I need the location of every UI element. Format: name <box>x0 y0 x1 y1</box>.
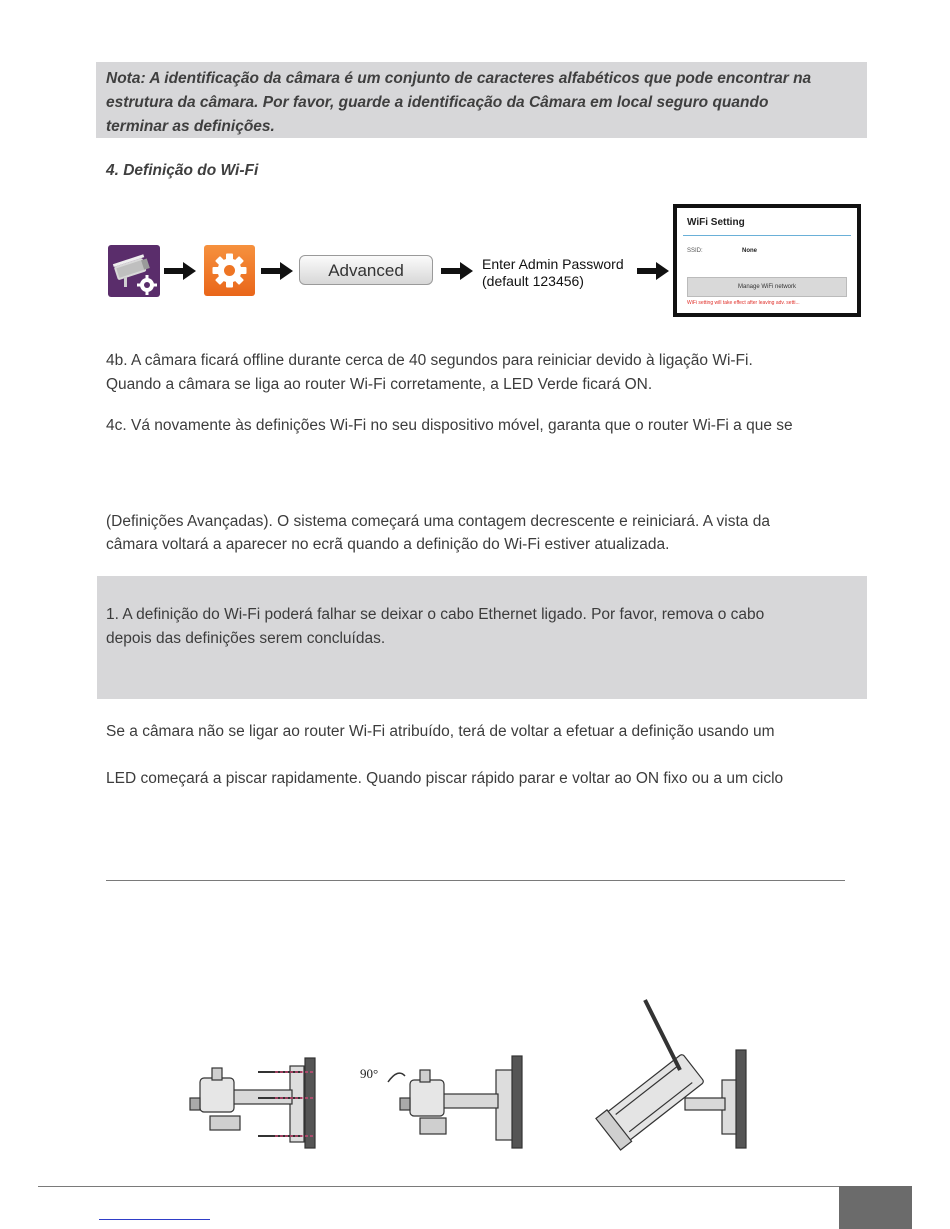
para-4b-line-2: Quando a câmara se liga ao router Wi-Fi corretamente, a LED Verde ficará ON. <box>106 376 653 393</box>
para-4c-line-1: 4c. Vá novamente às definições Wi-Fi no seu dispositivo móvel, garanta que o router Wi-Fi a que se <box>106 417 793 434</box>
warning-line-2: depois das definições serem concluídas. <box>106 630 386 647</box>
reset-line-2: LED começará a piscar rapidamente. Quando piscar rápido parar e voltar ao ON fixo ou a um ciclo <box>106 770 784 787</box>
ssid-value: None <box>742 248 757 254</box>
camera-settings-icon <box>108 245 160 297</box>
mounted-camera-figure <box>596 1000 746 1150</box>
wifi-warning-text: WiFi setting will take effect after leaving adv. setti... <box>687 300 800 306</box>
warning-line-1: 1. A definição do Wi-Fi poderá falhar se deixar o cabo Ethernet ligado. Por favor, remova o cabo <box>106 606 765 623</box>
note-line-2: estrutura da câmara. Por favor, guarde a identificação da Câmara em local seguro quando <box>106 94 769 111</box>
enter-password-text <box>482 256 624 290</box>
note-line-3: terminar as definições. <box>106 118 275 135</box>
bracket-rotate-figure <box>388 1056 522 1148</box>
arrow-icon <box>440 261 474 281</box>
para-4c-line-2: (Definições Avançadas). O sistema começará uma contagem decrescente e reiniciará. A vista da <box>106 513 770 530</box>
advanced-button[interactable]: Advanced <box>299 255 433 285</box>
note-line-1: Nota: A identificação da câmara é um conjunto de caracteres alfabéticos que pode encontrar na <box>106 70 812 87</box>
reset-line-1: Se a câmara não se ligar ao router Wi-Fi atribuído, terá de voltar a efetuar a definição usando um <box>106 723 775 740</box>
bracket-screw-figure <box>190 1058 315 1148</box>
settings-gear-icon <box>204 245 255 296</box>
manage-wifi-button[interactable]: Manage WiFi network <box>687 277 847 297</box>
enter-password-line: Enter Admin Password <box>482 256 624 272</box>
footer-link-underline[interactable] <box>99 1219 210 1220</box>
ssid-label: SSID: <box>687 248 703 254</box>
page-number-tab <box>839 1186 912 1229</box>
arrow-icon <box>260 261 294 281</box>
para-4b-line-1: 4b. A câmara ficará offline durante cerca de 40 segundos para reiniciar devido à ligação Wi-Fi. <box>106 352 753 369</box>
wifi-setting-panel <box>673 204 861 317</box>
footer-divider <box>38 1186 841 1187</box>
wifi-panel-title: WiFi Setting <box>687 217 745 228</box>
section-heading: 4. Definição do Wi-Fi <box>106 162 259 179</box>
arrow-icon <box>636 261 670 281</box>
arrow-icon <box>163 261 197 281</box>
para-4c-line-3: câmara voltará a aparecer no ecrã quando a definição do Wi-Fi estiver atualizada. <box>106 536 670 553</box>
default-password-line: (default 123456) <box>482 273 584 289</box>
camera-mount-illustration <box>140 990 770 1155</box>
divider <box>683 235 851 236</box>
section-divider <box>106 880 845 881</box>
rotate-angle-label: 90° <box>360 1066 379 1081</box>
note-text <box>106 67 858 139</box>
